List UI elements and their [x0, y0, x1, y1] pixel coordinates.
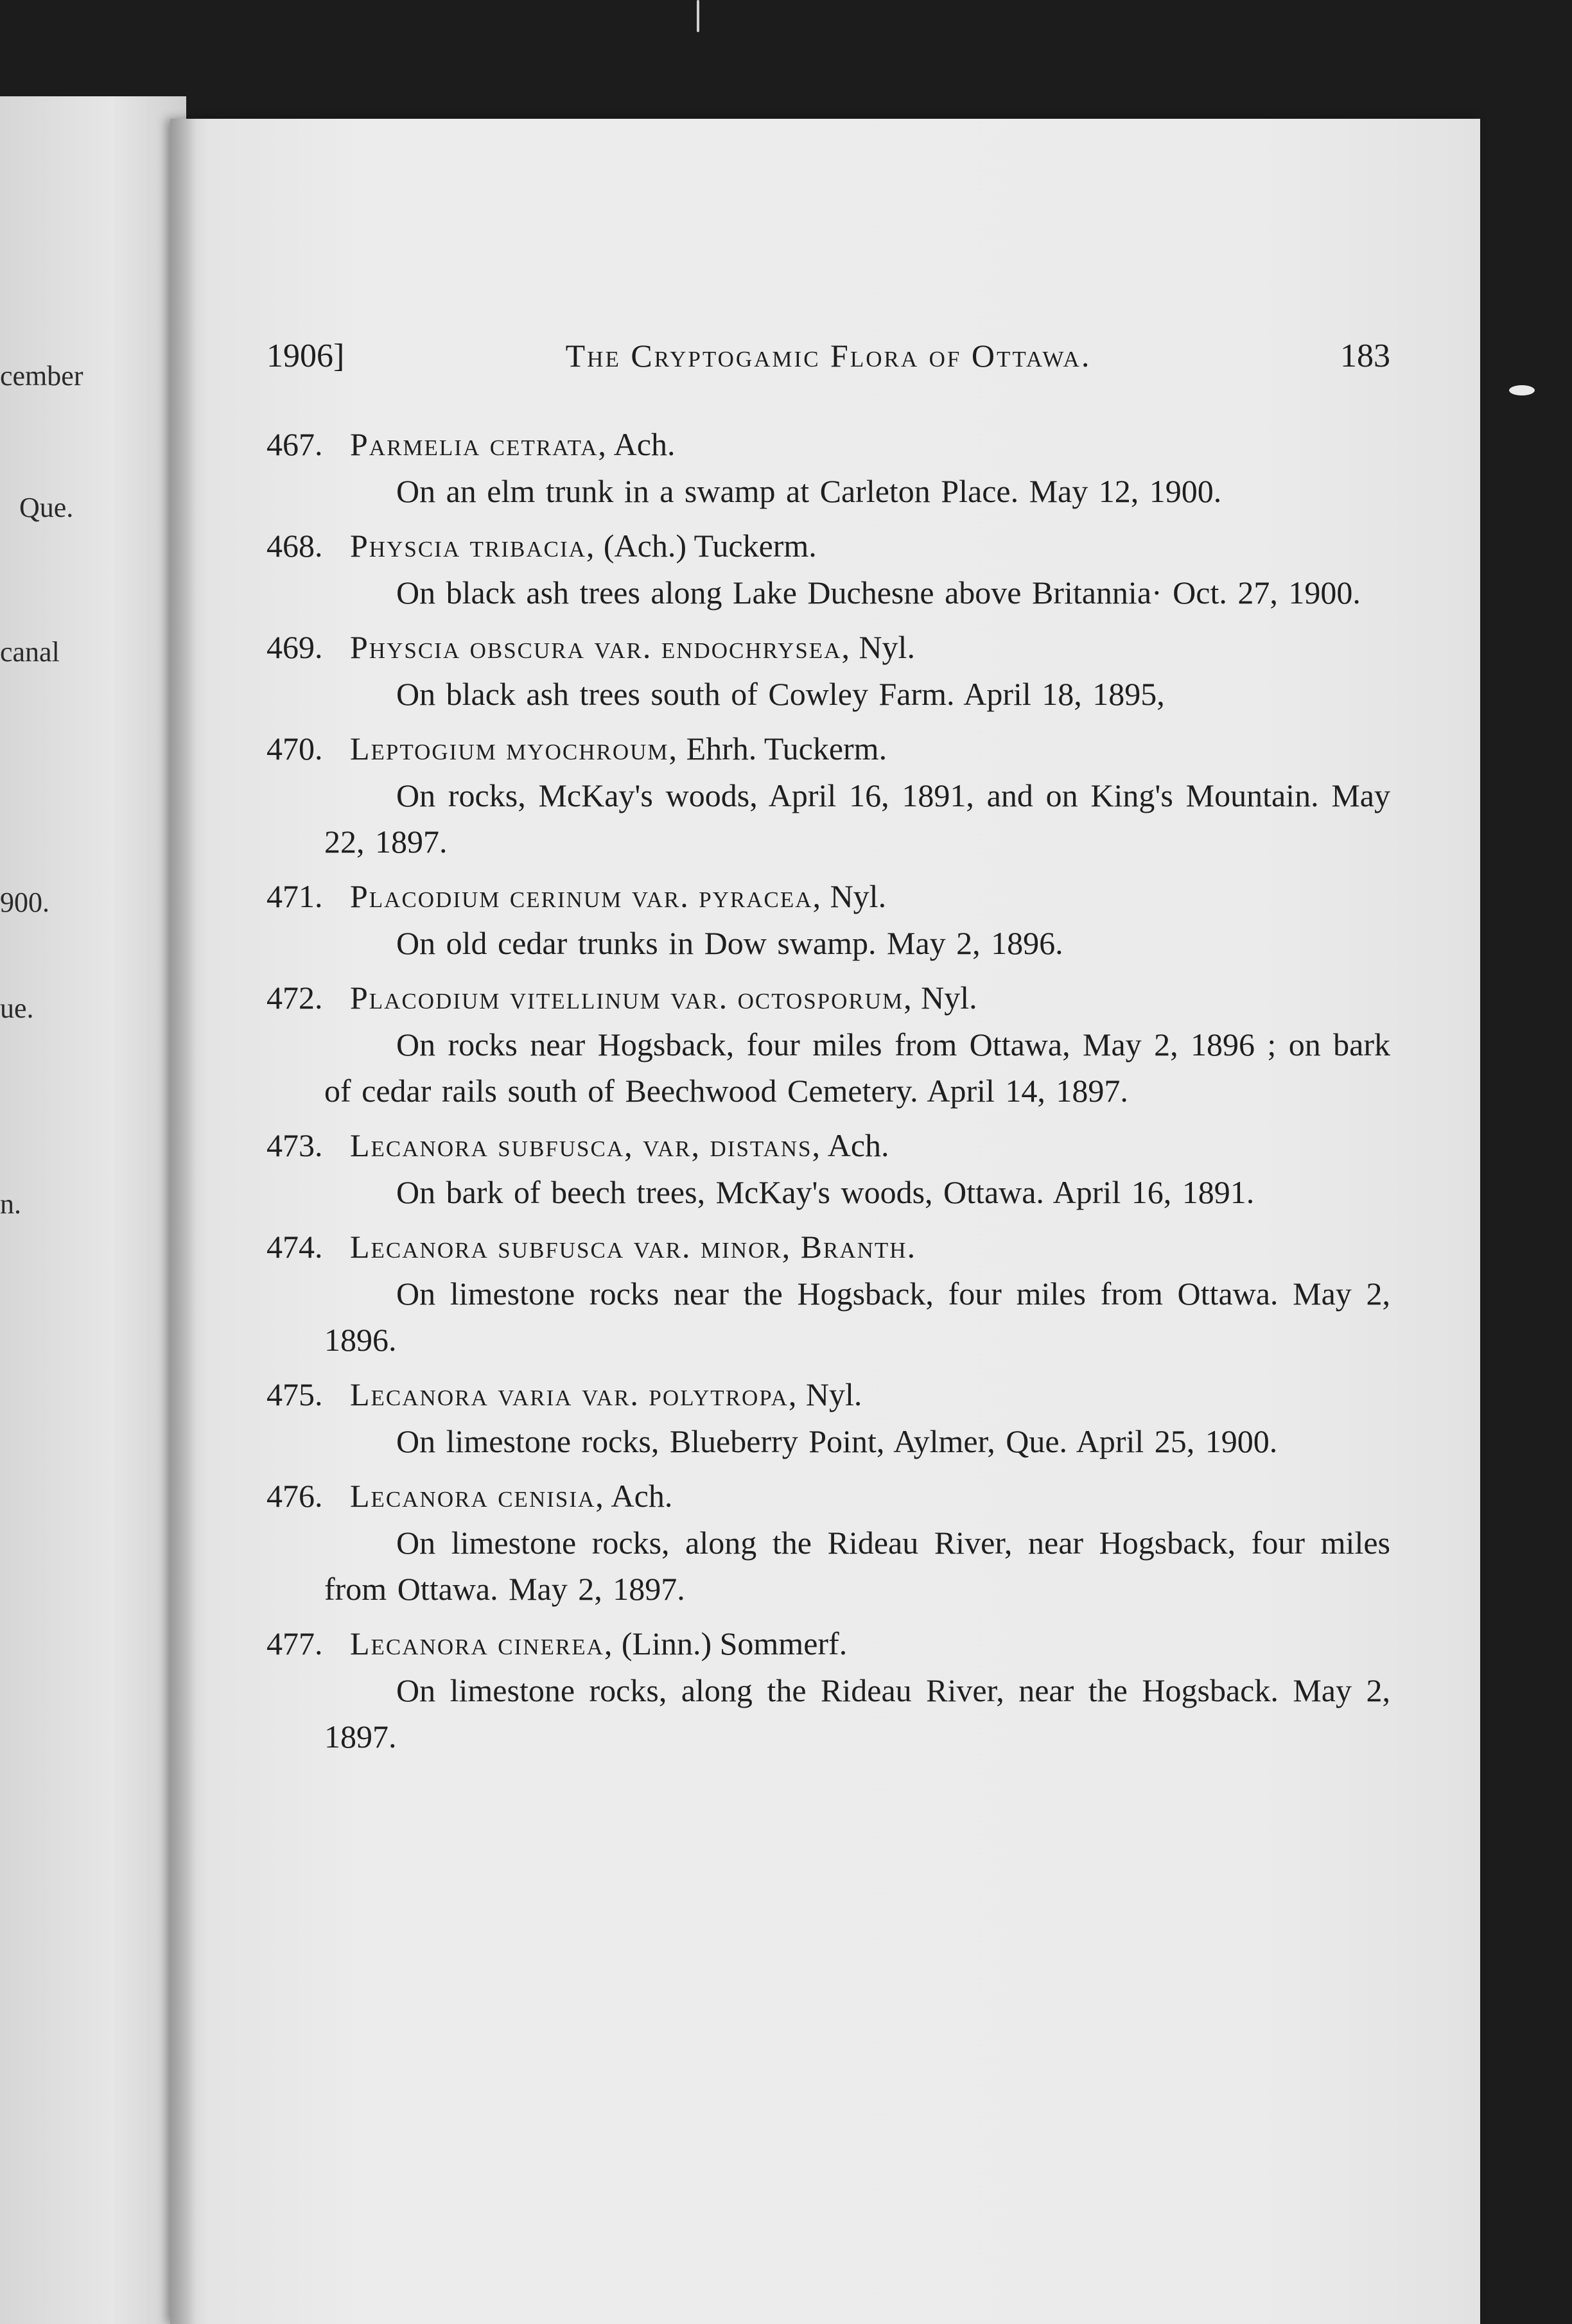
- species-authority: Nyl.: [850, 629, 915, 665]
- species-name: Physcia tribacia,: [350, 528, 596, 564]
- species-entry: [266, 623, 1390, 717]
- facing-page-fragment: n.: [0, 1188, 21, 1220]
- facing-page-fragment: canal: [0, 636, 60, 668]
- entry-locality: On bark of beech trees, McKay's woods, Ottawa. April 16, 1891.: [396, 1174, 1255, 1210]
- species-authority: (Linn.) Sommerf.: [613, 1626, 848, 1661]
- species-entry: [266, 1620, 1390, 1760]
- entry-locality: On limestone rocks, along the Rideau River, near Hogsback, four miles from Ottawa. May 2, 1897.: [324, 1525, 1390, 1607]
- species-authority: Ach.: [821, 1127, 889, 1163]
- entry-locality: On rocks, McKay's woods, April 16, 1891, and on King's Mountain. May 22, 1897.: [324, 777, 1390, 860]
- species-entry: [266, 1122, 1390, 1215]
- species-entry: [266, 522, 1390, 616]
- species-authority: Nyl.: [822, 878, 887, 914]
- entry-heading: [266, 623, 1390, 671]
- scan-speck: [1509, 385, 1535, 395]
- entry-locality: On black ash trees along Lake Duchesne above Britannia· Oct. 27, 1900.: [396, 575, 1361, 611]
- running-header: [266, 337, 1390, 388]
- entry-number: 468.: [266, 528, 323, 564]
- species-name: Lecanora cinerea,: [350, 1626, 614, 1661]
- species-authority: Ehrh. Tuckerm.: [678, 731, 887, 767]
- species-authority: Ach.: [604, 1478, 673, 1514]
- species-entry: [266, 1371, 1390, 1464]
- species-authority: Nyl.: [913, 980, 977, 1016]
- entry-number: 467.: [266, 426, 323, 462]
- species-entry: [266, 872, 1390, 966]
- book-page: [170, 119, 1480, 2324]
- entry-number: 476.: [266, 1478, 323, 1514]
- entry-number: 470.: [266, 731, 323, 767]
- species-list: [266, 421, 1390, 1767]
- facing-page-fragment: cember: [0, 360, 83, 392]
- species-authority: Ach.: [607, 426, 676, 462]
- entry-heading: [266, 1371, 1390, 1418]
- header-title: The Cryptogamic Flora of Ottawa.: [565, 338, 1092, 374]
- species-entry: [266, 974, 1390, 1114]
- species-entry: [266, 725, 1390, 865]
- header-year: 1906]: [266, 338, 345, 374]
- entry-heading: [266, 974, 1390, 1021]
- species-name: Parmelia cetrata,: [350, 426, 607, 462]
- entry-heading: [266, 1620, 1390, 1667]
- species-entry: [266, 1472, 1390, 1612]
- species-entry: [266, 421, 1390, 514]
- entry-number: 474.: [266, 1229, 323, 1265]
- entry-heading: [266, 872, 1390, 920]
- facing-page-fragment: ue.: [0, 993, 34, 1024]
- entry-locality: On black ash trees south of Cowley Farm. April 18, 1895,: [396, 676, 1165, 712]
- species-name: Placodium cerinum var. pyracea,: [350, 878, 823, 914]
- page-number: 183: [1340, 338, 1390, 374]
- species-name: Physcia obscura var. endochrysea,: [350, 629, 851, 665]
- entry-number: 475.: [266, 1376, 323, 1412]
- entry-locality: On limestone rocks near the Hogsback, four miles from Ottawa. May 2, 1896.: [324, 1276, 1390, 1358]
- entry-number: 469.: [266, 629, 323, 665]
- facing-page-edge: [0, 96, 186, 2324]
- entry-heading: [266, 1223, 1390, 1270]
- entry-heading: [266, 1472, 1390, 1520]
- species-name: Leptogium myochroum,: [350, 731, 679, 767]
- entry-locality: On limestone rocks, along the Rideau River, near the Hogsback. May 2, 1897.: [324, 1672, 1390, 1755]
- species-authority: Nyl.: [798, 1376, 862, 1412]
- entry-locality: On limestone rocks, Blueberry Point, Aylmer, Que. April 25, 1900.: [396, 1423, 1278, 1459]
- entry-heading: [266, 522, 1390, 569]
- entry-heading: [266, 421, 1390, 468]
- species-authority: (Ach.) Tuckerm.: [595, 528, 817, 564]
- species-name: Lecanora subfusca var. minor, Branth.: [350, 1229, 917, 1265]
- entry-locality: On old cedar trunks in Dow swamp. May 2, 1896.: [396, 925, 1063, 961]
- entry-locality: On an elm trunk in a swamp at Carleton Place. May 12, 1900.: [396, 473, 1222, 509]
- species-name: Lecanora subfusca, var, distans,: [350, 1127, 822, 1163]
- facing-page-fragment: 900.: [0, 887, 49, 918]
- scan-mark: [697, 0, 699, 32]
- entry-number: 471.: [266, 878, 323, 914]
- species-name: Lecanora cenisia,: [350, 1478, 605, 1514]
- species-name: Placodium vitellinum var. octosporum,: [350, 980, 913, 1016]
- entry-number: 472.: [266, 980, 323, 1016]
- species-name: Lecanora varia var. polytropa,: [350, 1376, 798, 1412]
- entry-heading: [266, 1122, 1390, 1169]
- species-entry: [266, 1223, 1390, 1363]
- entry-locality: On rocks near Hogsback, four miles from Ottawa, May 2, 1896 ; on bark of cedar rails south of Beechwood Cemetery. April 14, 1897.: [324, 1027, 1390, 1109]
- facing-page-fragment: Que.: [19, 492, 74, 523]
- page-gutter-shadow: [170, 119, 196, 2324]
- entry-heading: [266, 725, 1390, 772]
- entry-number: 477.: [266, 1626, 323, 1661]
- entry-number: 473.: [266, 1127, 323, 1163]
